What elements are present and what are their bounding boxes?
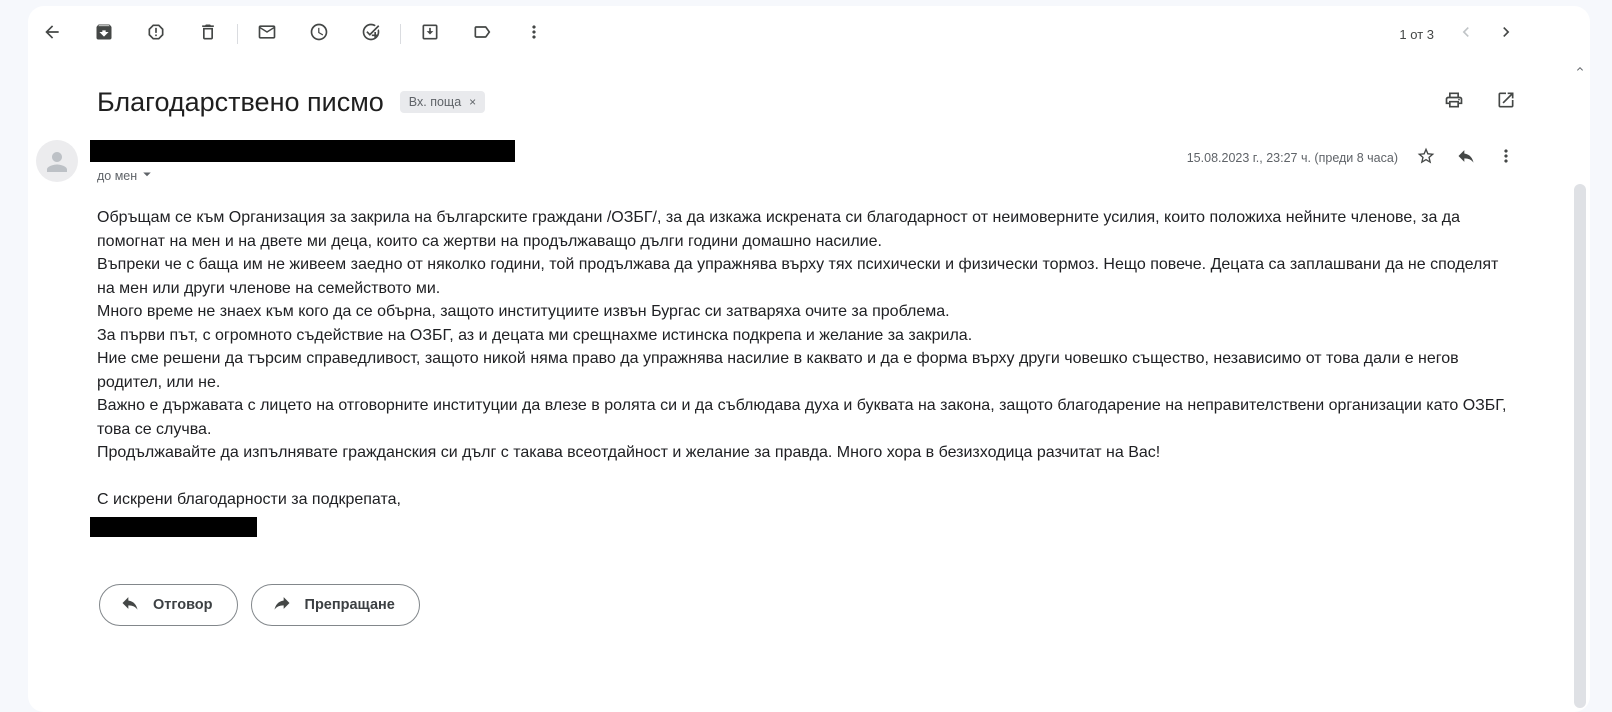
back-icon [42, 22, 62, 47]
blank-line [97, 465, 1518, 489]
to-me-label: до мен [97, 168, 138, 183]
delete-icon [198, 22, 218, 47]
toolbar-divider [400, 24, 401, 44]
report-spam-button[interactable] [136, 14, 176, 54]
scroll-up-button[interactable] [1574, 62, 1586, 74]
avatar[interactable] [36, 140, 78, 182]
inbox-label-text: Вх. поща [408, 95, 462, 109]
inbox-label-chip[interactable] [400, 91, 485, 113]
reply-button[interactable] [99, 584, 238, 626]
more-icon [524, 22, 544, 47]
snooze-icon [309, 22, 329, 47]
message-body [28, 206, 1590, 537]
archive-button[interactable] [84, 14, 124, 54]
body-paragraph: Продължавайте да изпълнявате гражданския си дълг с такава всеотдайност и желание за правда. Много хора в безизходица разчитат на Вас! [97, 444, 1161, 461]
chevron-up-icon [1574, 62, 1586, 79]
forward-label: Препращане [304, 596, 395, 613]
report-spam-icon [146, 22, 166, 47]
add-to-tasks-icon [361, 22, 381, 47]
print-icon [1444, 90, 1464, 115]
subject-row [28, 58, 1590, 122]
labels-button[interactable] [462, 14, 502, 54]
reply-icon [1456, 146, 1476, 171]
message-header-right [1187, 138, 1526, 178]
move-to-icon [420, 22, 440, 47]
delete-button[interactable] [188, 14, 228, 54]
subject-title: Благодарствено писмо [97, 86, 384, 117]
message-header [28, 138, 1590, 186]
closing-line: С искрени благодарности за подкрепата, [97, 491, 401, 508]
open-in-new-window-button[interactable] [1486, 82, 1526, 122]
mark-unread-icon [257, 22, 277, 47]
pagination-count: 1 от 3 [1399, 26, 1434, 42]
message-date: 15.08.2023 г., 23:27 ч. (преди 8 часа) [1186, 151, 1398, 165]
archive-icon [94, 22, 114, 47]
chevron-left-icon [1456, 22, 1476, 47]
snooze-button[interactable] [299, 14, 339, 54]
toolbar [28, 6, 1590, 58]
labels-icon [472, 22, 492, 47]
body-paragraph: Много време не знаех към кого да се обърна, защото институциите извън Бургас си затваряха очите за проблема. [97, 303, 950, 320]
person-icon [42, 147, 72, 182]
add-to-tasks-button[interactable] [351, 14, 391, 54]
recipient-details-toggle[interactable] [90, 165, 156, 186]
reply-label: Отговор [153, 596, 213, 613]
more-options-button[interactable] [514, 14, 554, 54]
body-paragraph: Важно е държавата с лицето на отговорните институции да влезе в ролята си и да съблюдава духа и буквата на закона, защото благодарение на неправителствени организации като ОЗБГ, това се случва. [97, 397, 1507, 438]
action-row [99, 584, 1590, 626]
body-paragraph: Обръщам се към Организация за закрила на българските граждани /ОЗБГ/, за да изкажа искрената си благодарност от неимоверните усилия, които положиха нейните членове, за да помогнат на мен и на двете ми деца, които са жертви на продължаващо дълги години домашно насилие. [97, 209, 1461, 250]
redacted-signature [90, 517, 257, 537]
more-icon [1496, 146, 1516, 171]
body-paragraph: За първи път, с огромното съдействие на ОЗБГ, аз и децата ми срещнахме истинска подкрепа и желание за закрила. [97, 326, 973, 344]
back-button[interactable] [32, 14, 72, 54]
reply-icon [120, 593, 153, 617]
remove-label-icon[interactable]: × [469, 95, 477, 109]
move-to-button[interactable] [410, 14, 450, 54]
reply-button-icon-only[interactable] [1446, 138, 1486, 178]
print-button[interactable] [1434, 82, 1474, 122]
forward-button[interactable] [251, 584, 420, 626]
forward-icon [272, 593, 305, 617]
message-more-button[interactable] [1486, 138, 1526, 178]
toolbar-divider [237, 24, 238, 44]
body-paragraph: Въпреки че с баща им не живеем заедно от няколко години, той продължава да упражнява върху тях психически и физически тормоз. Нещо повече. Децата са заплашвани да не споделят на мен или други членове на семейството ми. [97, 256, 1499, 297]
chevron-right-icon [1496, 22, 1516, 47]
newer-conversation-button[interactable] [1446, 14, 1486, 54]
sender-column [90, 138, 1187, 186]
redacted-sender-name [90, 140, 515, 162]
scrollbar-thumb[interactable] [1574, 184, 1586, 708]
older-conversation-button[interactable] [1486, 14, 1526, 54]
scrollbar[interactable] [1573, 56, 1587, 712]
star-icon [1416, 146, 1436, 171]
dropdown-caret-icon [137, 165, 156, 186]
open-in-new-icon [1496, 90, 1516, 115]
mark-unread-button[interactable] [247, 14, 287, 54]
body-paragraph: Ние сме решени да търсим справедливост, защото никой няма право да упражнява насилие в каквато и да е форма върху други човешко същество, независимо от това дали е негов родител, или не. [97, 350, 1459, 391]
star-button[interactable] [1406, 138, 1446, 178]
message-card [28, 6, 1590, 712]
